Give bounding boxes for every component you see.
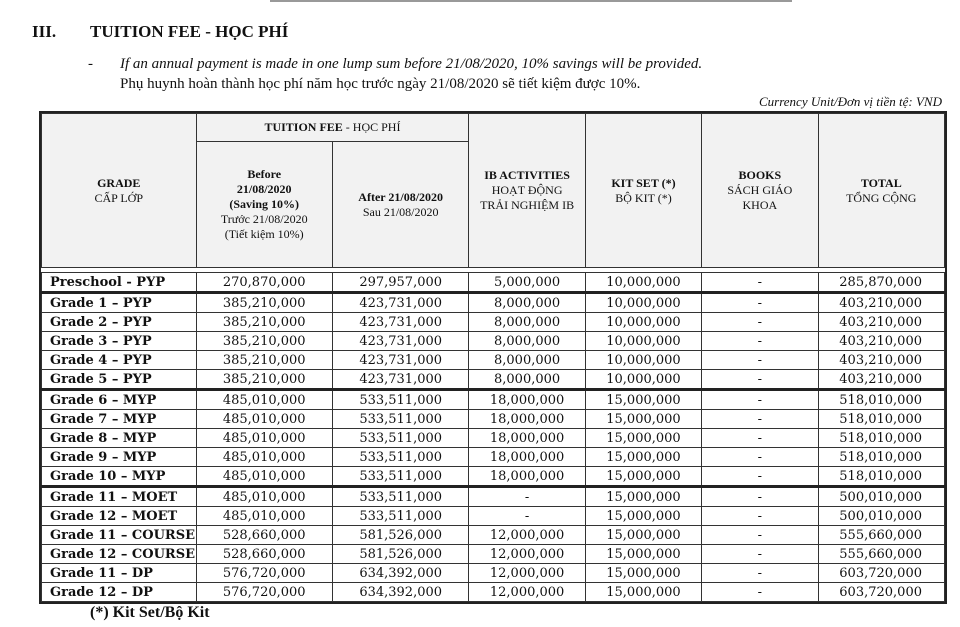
cell-books: - [702,332,818,351]
cell-after: 533,511,000 [332,487,468,507]
header-books: BOOKS SÁCH GIÁO KHOA [702,114,818,268]
cell-books: - [702,390,818,410]
cell-after: 533,511,000 [332,467,468,487]
cell-after: 423,731,000 [332,293,468,313]
cell-before: 385,210,000 [196,370,332,390]
cell-total: 403,210,000 [818,293,944,313]
section-number: III. [32,22,57,41]
cell-ib: 12,000,000 [469,564,585,583]
table-row [42,273,945,293]
top-divider-line [270,0,792,2]
cell-ib: 8,000,000 [469,370,585,390]
cell-kit: 10,000,000 [585,351,701,370]
cell-ib: 18,000,000 [469,390,585,410]
cell-after: 423,731,000 [332,332,468,351]
table-row [42,564,945,583]
table-row [42,487,945,507]
cell-ib: 18,000,000 [469,429,585,448]
footnote: (*) Kit Set/Bộ Kit [90,604,210,621]
cell-after: 533,511,000 [332,429,468,448]
tuition-table [39,111,947,604]
cell-grade: Grade 11 – COURSE [42,526,197,545]
cell-total: 403,210,000 [818,313,944,332]
table-row [42,507,945,526]
note-english: If an annual payment is made in one lump sum before 21/08/2020, 10% savings will be provided. [120,56,703,72]
cell-kit: 15,000,000 [585,545,701,564]
cell-total: 518,010,000 [818,410,944,429]
cell-books: - [702,467,818,487]
cell-books: - [702,313,818,332]
cell-kit: 15,000,000 [585,526,701,545]
cell-ib: 18,000,000 [469,467,585,487]
header-tuition-group: TUITION FEE - HỌC PHÍ [196,114,469,142]
table-header [42,114,945,268]
cell-total: 500,010,000 [818,507,944,526]
cell-before: 485,010,000 [196,429,332,448]
cell-ib: 5,000,000 [469,273,585,293]
cell-kit: 15,000,000 [585,390,701,410]
header-kit-set: KIT SET (*) BỘ KIT (*) [585,114,701,268]
note-vietnamese: Phụ huynh hoàn thành học phí năm học trước ngày 21/08/2020 sẽ tiết kiệm được 10%. [120,76,641,92]
cell-total: 518,010,000 [818,390,944,410]
table-row [42,467,945,487]
cell-after: 423,731,000 [332,370,468,390]
cell-grade: Grade 12 – COURSE [42,545,197,564]
cell-after: 533,511,000 [332,390,468,410]
table-row [42,448,945,467]
cell-before: 485,010,000 [196,487,332,507]
cell-kit: 15,000,000 [585,487,701,507]
cell-grade: Grade 11 – DP [42,564,197,583]
cell-after: 533,511,000 [332,410,468,429]
cell-before: 385,210,000 [196,332,332,351]
cell-ib: 18,000,000 [469,448,585,467]
cell-before: 485,010,000 [196,410,332,429]
cell-total: 518,010,000 [818,448,944,467]
cell-grade: Grade 7 – MYP [42,410,197,429]
cell-kit: 15,000,000 [585,507,701,526]
cell-books: - [702,487,818,507]
header-before-date: Before 21/08/2020 (Saving 10%) Trước 21/08/2020 (Tiết kiệm 10%) [196,142,332,268]
payment-notes [88,54,702,94]
cell-ib: 12,000,000 [469,526,585,545]
cell-before: 385,210,000 [196,293,332,313]
cell-before: 385,210,000 [196,351,332,370]
cell-grade: Grade 6 – MYP [42,390,197,410]
cell-grade: Grade 12 – MOET [42,507,197,526]
cell-total: 403,210,000 [818,370,944,390]
table-row [42,583,945,602]
section-heading [32,22,288,42]
cell-total: 403,210,000 [818,351,944,370]
section-title: TUITION FEE - HỌC PHÍ [90,22,289,41]
cell-before: 576,720,000 [196,583,332,602]
cell-ib: 8,000,000 [469,313,585,332]
cell-kit: 15,000,000 [585,583,701,602]
cell-books: - [702,507,818,526]
cell-total: 555,660,000 [818,545,944,564]
cell-ib: 18,000,000 [469,410,585,429]
cell-before: 528,660,000 [196,526,332,545]
cell-books: - [702,448,818,467]
cell-total: 518,010,000 [818,429,944,448]
cell-books: - [702,273,818,293]
cell-after: 581,526,000 [332,545,468,564]
cell-kit: 15,000,000 [585,448,701,467]
cell-before: 485,010,000 [196,448,332,467]
cell-ib: 8,000,000 [469,351,585,370]
note-bullet: - [88,56,93,72]
cell-books: - [702,526,818,545]
cell-after: 581,526,000 [332,526,468,545]
cell-grade: Grade 3 – PYP [42,332,197,351]
currency-note: Currency Unit/Đơn vị tiền tệ: VND [758,94,942,109]
cell-total: 500,010,000 [818,487,944,507]
cell-kit: 15,000,000 [585,410,701,429]
header-after-date: After 21/08/2020 Sau 21/08/2020 [332,142,468,268]
cell-grade: Grade 1 – PYP [42,293,197,313]
cell-total: 518,010,000 [818,467,944,487]
table-row [42,351,945,370]
cell-grade: Grade 11 – MOET [42,487,197,507]
cell-ib: 8,000,000 [469,332,585,351]
table-row [42,332,945,351]
cell-kit: 10,000,000 [585,370,701,390]
table-row [42,429,945,448]
cell-books: - [702,410,818,429]
cell-books: - [702,545,818,564]
cell-before: 485,010,000 [196,390,332,410]
cell-after: 634,392,000 [332,564,468,583]
cell-before: 485,010,000 [196,507,332,526]
cell-ib: - [469,507,585,526]
cell-before: 385,210,000 [196,313,332,332]
cell-after: 297,957,000 [332,273,468,293]
cell-total: 285,870,000 [818,273,944,293]
cell-kit: 10,000,000 [585,313,701,332]
cell-after: 634,392,000 [332,583,468,602]
cell-after: 533,511,000 [332,448,468,467]
cell-total: 603,720,000 [818,583,944,602]
cell-total: 603,720,000 [818,564,944,583]
table-row [42,370,945,390]
cell-after: 423,731,000 [332,313,468,332]
cell-grade: Grade 2 – PYP [42,313,197,332]
cell-ib: - [469,487,585,507]
cell-grade: Grade 8 – MYP [42,429,197,448]
table-body [42,273,945,602]
header-total: TOTAL TỔNG CỘNG [818,114,944,268]
cell-before: 485,010,000 [196,467,332,487]
cell-grade: Grade 10 – MYP [42,467,197,487]
cell-grade: Grade 9 – MYP [42,448,197,467]
cell-ib: 12,000,000 [469,545,585,564]
cell-kit: 10,000,000 [585,332,701,351]
table-row [42,313,945,332]
cell-kit: 10,000,000 [585,273,701,293]
cell-kit: 15,000,000 [585,564,701,583]
cell-kit: 15,000,000 [585,429,701,448]
cell-kit: 15,000,000 [585,467,701,487]
cell-grade: Grade 12 – DP [42,583,197,602]
cell-books: - [702,351,818,370]
cell-grade: Preschool - PYP [42,273,197,293]
cell-before: 270,870,000 [196,273,332,293]
table-row [42,410,945,429]
cell-books: - [702,429,818,448]
cell-grade: Grade 4 – PYP [42,351,197,370]
cell-ib: 8,000,000 [469,293,585,313]
cell-books: - [702,583,818,602]
header-grade: GRADE CẤP LỚP [42,114,197,268]
table-row [42,526,945,545]
cell-ib: 12,000,000 [469,583,585,602]
header-ib-activities: IB ACTIVITIES HOẠT ĐỘNG TRẢI NGHIỆM IB [469,114,585,268]
cell-grade: Grade 5 – PYP [42,370,197,390]
cell-kit: 10,000,000 [585,293,701,313]
cell-total: 555,660,000 [818,526,944,545]
cell-total: 403,210,000 [818,332,944,351]
table-row [42,390,945,410]
cell-before: 528,660,000 [196,545,332,564]
cell-before: 576,720,000 [196,564,332,583]
cell-after: 533,511,000 [332,507,468,526]
table-row [42,293,945,313]
cell-books: - [702,564,818,583]
cell-after: 423,731,000 [332,351,468,370]
cell-books: - [702,370,818,390]
table-row [42,545,945,564]
cell-books: - [702,293,818,313]
